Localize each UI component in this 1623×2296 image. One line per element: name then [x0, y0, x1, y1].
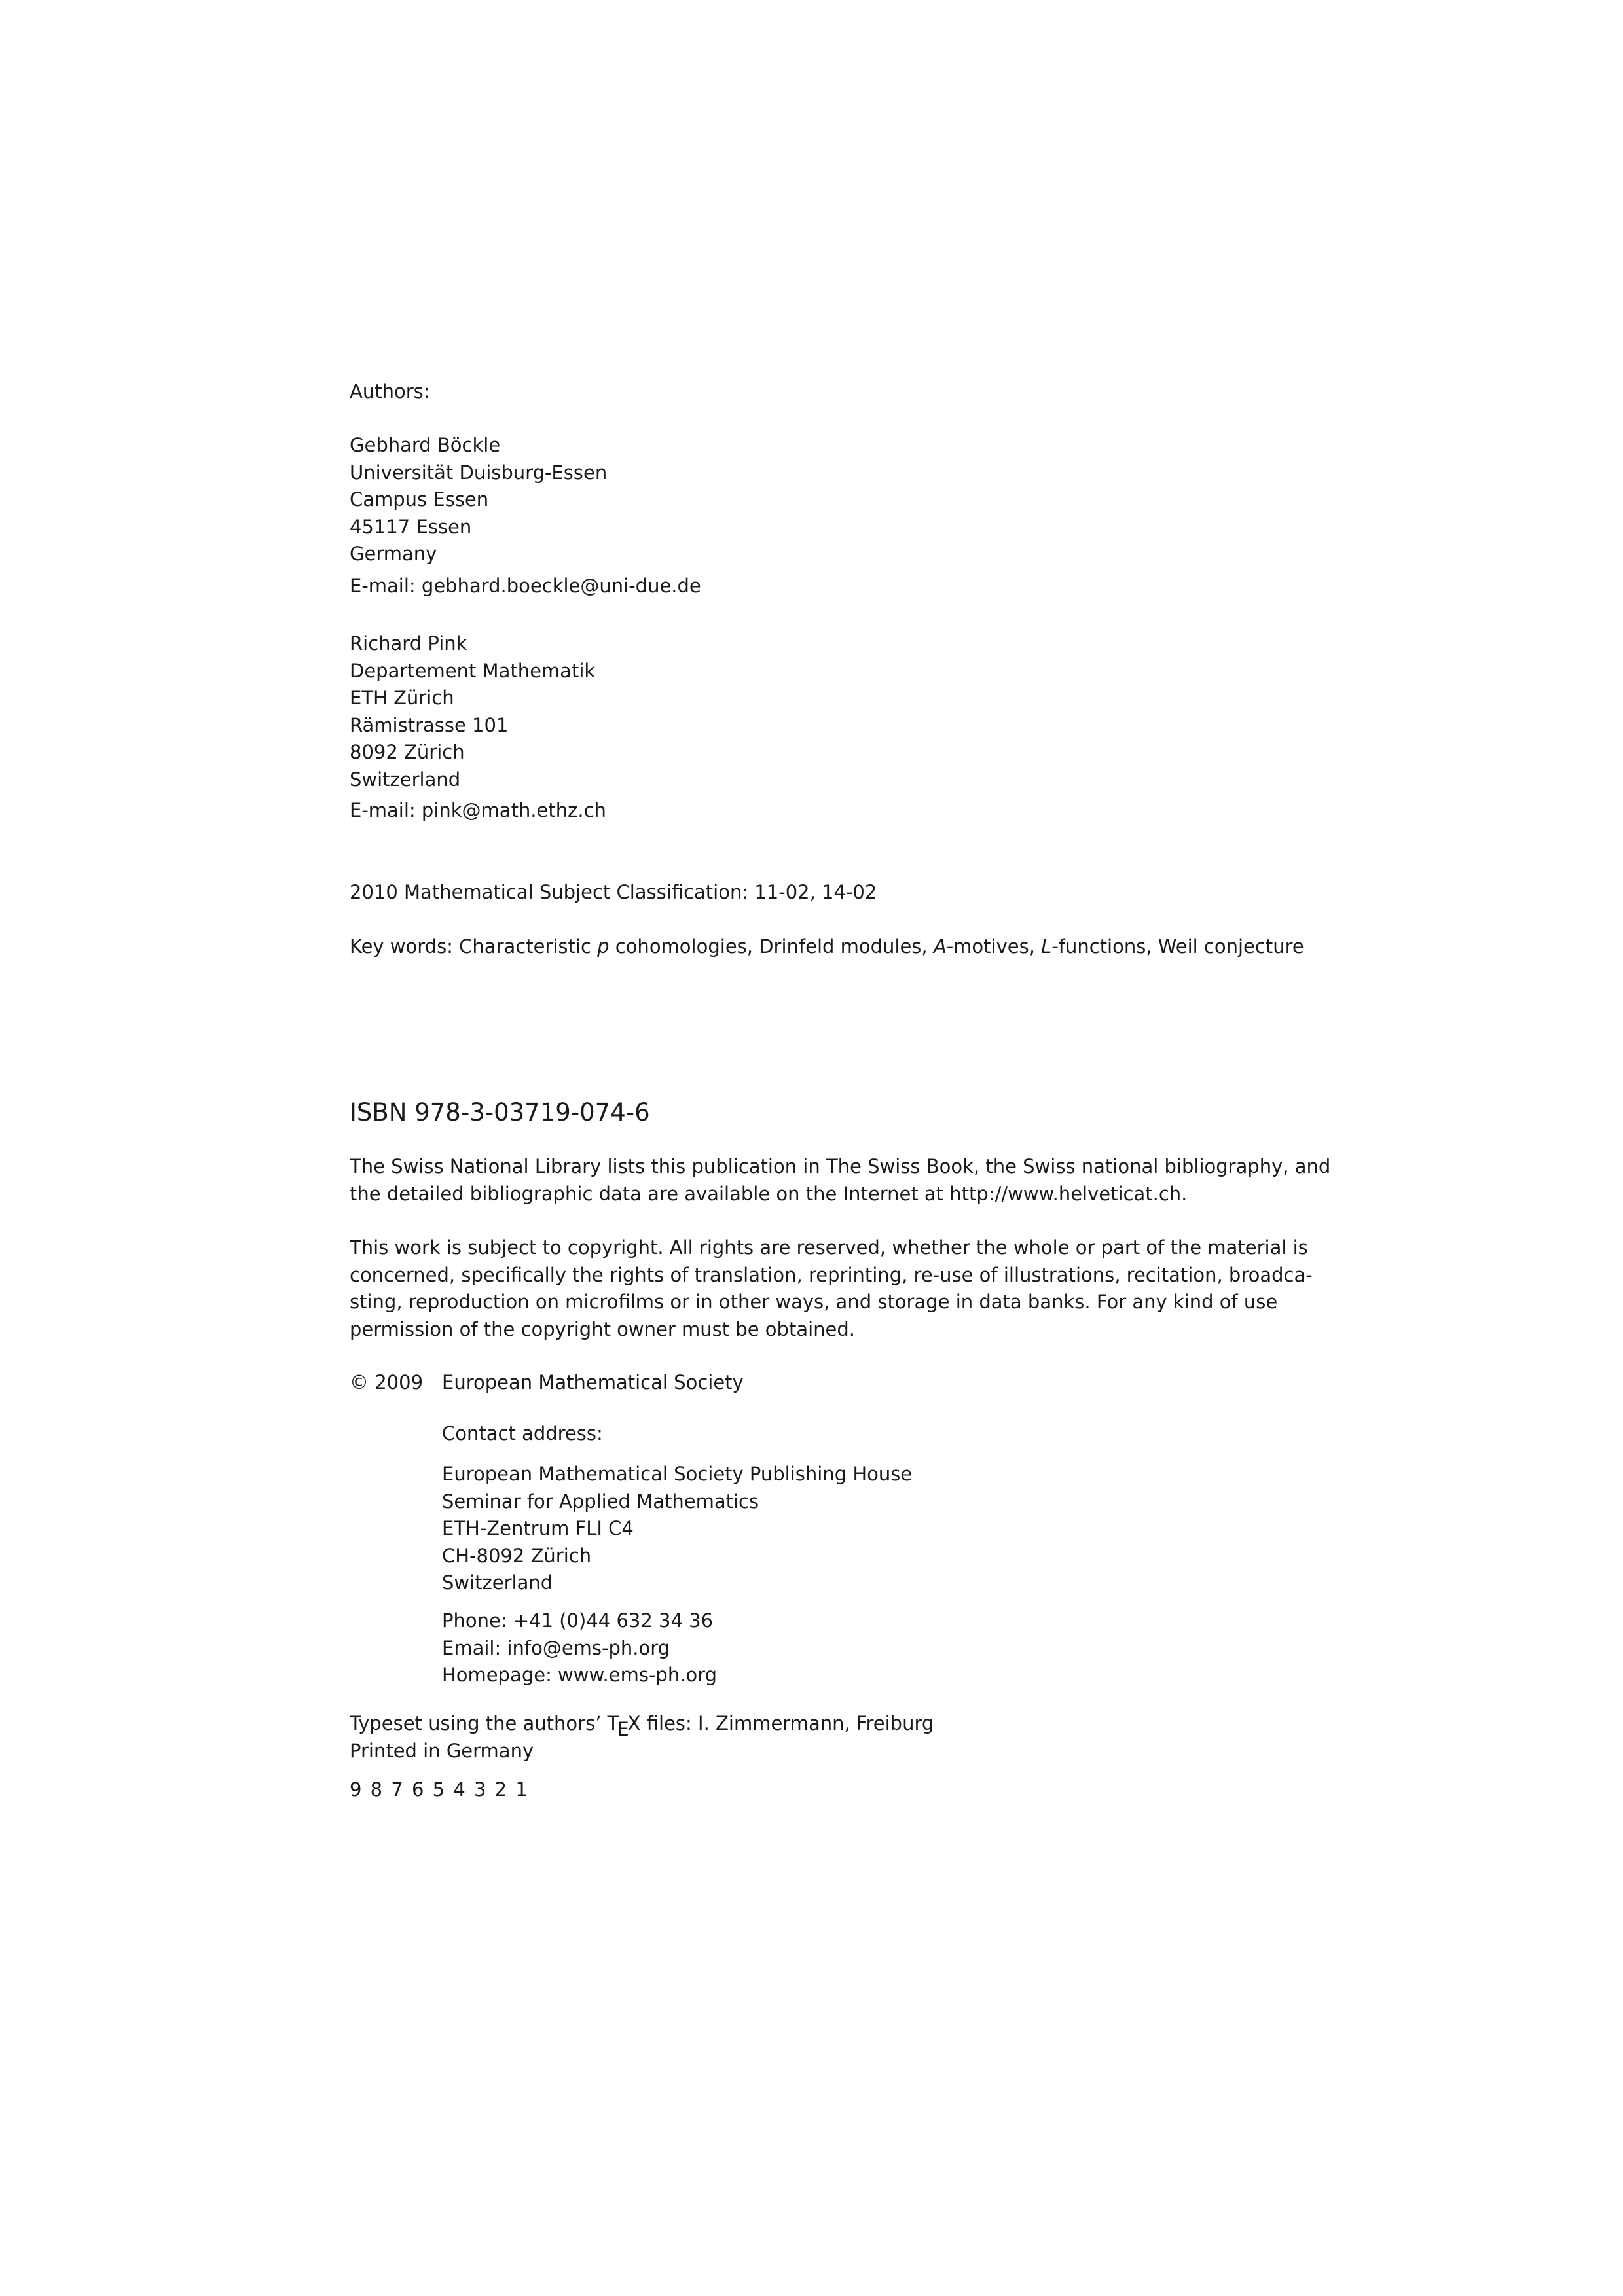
author2-email-text: E-mail: pink@math.ethz.ch — [350, 799, 606, 821]
author2-street: Rämistrasse 101 — [350, 713, 509, 736]
msc-classification-text: 2010 Mathematical Subject Classification: 11-02, 14-02 — [350, 881, 877, 903]
copyright-notice-line-2: concerned, specifically the rights of translation, reprinting, re-use of illustrations, recitation, broadca- — [350, 1263, 1313, 1286]
author1-email — [350, 573, 1332, 600]
copyright-notice-line-1: This work is subject to copyright. All rights are reserved, whether the whole or part of the material is — [350, 1236, 1308, 1259]
printed-in: Printed in Germany — [350, 1739, 534, 1762]
author1-country: Germany — [350, 543, 437, 565]
isbn-text: ISBN 978-3-03719-074-6 — [350, 1098, 650, 1126]
copyright-notice — [350, 1234, 1332, 1343]
copyright-line-text — [350, 1369, 1332, 1397]
author2-country: Switzerland — [350, 768, 461, 791]
copyright-notice-line-3: sting, reproduction on microfilms or in other ways, and storage in data banks. For any kind of use — [350, 1291, 1278, 1313]
authors-heading — [350, 378, 1332, 406]
copyright-notice-line-4: permission of the copyright owner must be obtained. — [350, 1318, 855, 1340]
author2-institution: ETH Zürich — [350, 687, 454, 709]
contact-heading — [442, 1420, 1293, 1448]
author1-campus: Campus Essen — [350, 488, 489, 511]
publisher-name: European Mathematical Society Publishing House — [442, 1463, 913, 1485]
author2-address — [350, 630, 1332, 793]
library-notice-line-2: the detailed bibliographic data are available on the Internet at http://www.helveticat.ch. — [350, 1182, 1188, 1205]
author2-email — [350, 797, 1332, 825]
publisher-building: ETH-Zentrum FLI C4 — [442, 1517, 634, 1539]
author1-address — [350, 432, 1332, 568]
keywords-mid1: cohomologies, Drinfeld modules, — [609, 935, 934, 958]
keywords — [350, 933, 1332, 961]
typeset-info — [350, 1710, 1332, 1765]
author1-institution: Universität Duisburg-Essen — [350, 461, 608, 484]
author2-name: Richard Pink — [350, 632, 467, 655]
author1-name: Gebhard Böckle — [350, 434, 501, 456]
print-line-text: 9 8 7 6 5 4 3 2 1 — [350, 1778, 529, 1801]
typeset-line — [350, 1710, 1332, 1738]
print-line — [350, 1776, 1332, 1804]
keywords-mid2: -motives, — [946, 935, 1042, 958]
authors-heading-text: Authors: — [350, 380, 430, 403]
tex-logo: TEX — [607, 1712, 641, 1740]
publisher-email: Email: info@ems-ph.org — [442, 1636, 670, 1659]
publisher-contact — [442, 1607, 1293, 1689]
keyword-p: p — [597, 935, 610, 958]
msc-classification — [350, 879, 1332, 906]
publisher-city: CH-8092 Zürich — [442, 1544, 592, 1567]
publisher-seminar: Seminar for Applied Mathematics — [442, 1490, 759, 1513]
keyword-a: A — [933, 935, 947, 958]
author2-department: Departement Mathematik — [350, 659, 596, 682]
author2-city: 8092 Zürich — [350, 741, 465, 763]
publisher-country: Switzerland — [442, 1571, 553, 1594]
copyright-holder: European Mathematical Society — [442, 1371, 744, 1393]
typeset-prefix: Typeset using the authors’ — [350, 1712, 608, 1734]
isbn — [350, 1097, 1332, 1128]
keyword-l: L — [1041, 935, 1052, 958]
keywords-line — [350, 933, 1332, 961]
copyright-year: © 2009 — [350, 1371, 424, 1393]
author1-city: 45117 Essen — [350, 515, 472, 538]
library-notice-line-1: The Swiss National Library lists this publication in The Swiss Book, the Swiss national bibliography, and — [350, 1155, 1331, 1177]
typeset-suffix: files: I. Zimmermann, Freiburg — [640, 1712, 934, 1734]
publisher-address — [442, 1461, 1293, 1597]
keywords-suffix: -functions, Weil conjecture — [1051, 935, 1304, 958]
library-notice — [350, 1153, 1332, 1208]
author1-email-text: E-mail: gebhard.boeckle@uni-due.de — [350, 575, 701, 597]
copyright-line — [350, 1369, 1332, 1397]
publisher-homepage: Homepage: www.ems-ph.org — [442, 1664, 718, 1686]
publisher-phone: Phone: +41 (0)44 632 34 36 — [442, 1609, 714, 1632]
keywords-prefix: Key words: Characteristic — [350, 935, 598, 958]
contact-heading-text: Contact address: — [442, 1422, 603, 1444]
